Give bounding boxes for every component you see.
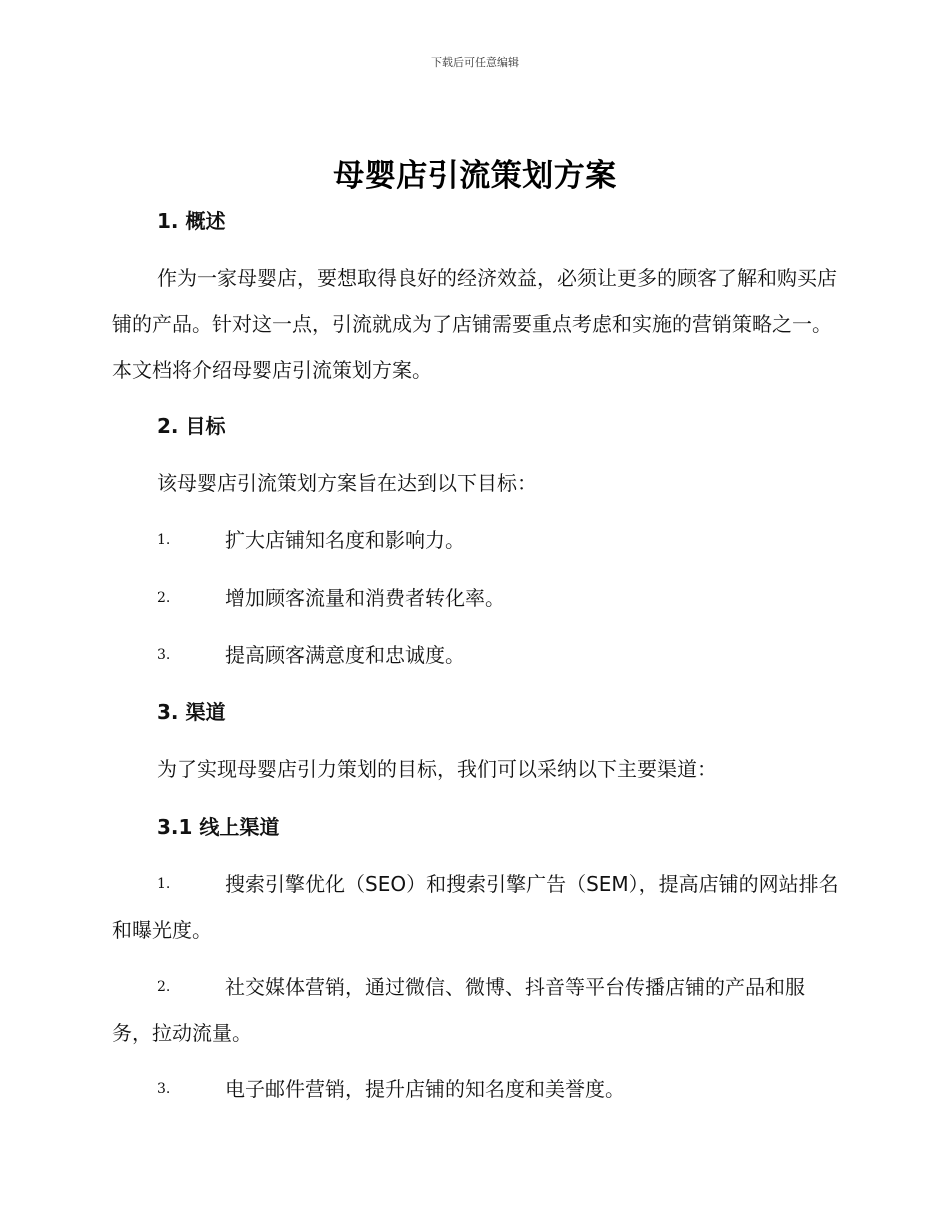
overview-paragraph: 作为一家母婴店，要想取得良好的经济效益，必须让更多的顾客了解和购买店铺的产品。针对这一点，引流就成为了店铺需要重点考虑和实施的营销策略之一。本文档将介绍母婴店引流策划方案。 xyxy=(112,266,837,382)
header-note: 下载后可任意编辑 xyxy=(431,56,519,69)
list-item xyxy=(112,632,842,678)
list-item-number: 3. xyxy=(157,647,171,663)
channels-intro: 为了实现母婴店引力策划的目标，我们可以采纳以下主要渠道： xyxy=(157,757,717,781)
list-item-number: 1. xyxy=(157,876,171,892)
list-item-number: 3. xyxy=(157,1081,171,1097)
list-item-text: 社交媒体营销，通过微信、微博、抖音等平台传播店铺的产品和服务，拉动流量。 xyxy=(112,975,805,1045)
subsection-heading-online: 3.1 线上渠道 xyxy=(157,815,280,839)
section-heading-goals: 2. 目标 xyxy=(157,414,226,438)
list-item-text: 搜索引擎优化（SEO）和搜索引擎广告（SEM），提高店铺的网站排名和曝光度。 xyxy=(112,872,839,942)
list-item-text: 扩大店铺知名度和影响力。 xyxy=(225,528,465,552)
list-item xyxy=(112,1066,842,1112)
list-item xyxy=(112,575,842,621)
document-title: 母婴店引流策划方案 xyxy=(333,158,617,194)
list-item-text: 提高顾客满意度和忠诚度。 xyxy=(225,643,465,667)
list-item xyxy=(112,861,842,953)
list-item-number: 1. xyxy=(157,532,171,548)
list-item-number: 2. xyxy=(157,590,171,606)
list-item-text: 增加顾客流量和消费者转化率。 xyxy=(225,586,505,610)
list-item xyxy=(112,964,842,1056)
list-item-number: 2. xyxy=(157,979,171,995)
section-heading-overview: 1. 概述 xyxy=(157,209,226,233)
list-item xyxy=(112,517,842,563)
list-item-text: 电子邮件营销，提升店铺的知名度和美誉度。 xyxy=(225,1077,625,1101)
section-heading-channels: 3. 渠道 xyxy=(157,700,226,724)
goals-intro: 该母婴店引流策划方案旨在达到以下目标： xyxy=(157,471,537,495)
